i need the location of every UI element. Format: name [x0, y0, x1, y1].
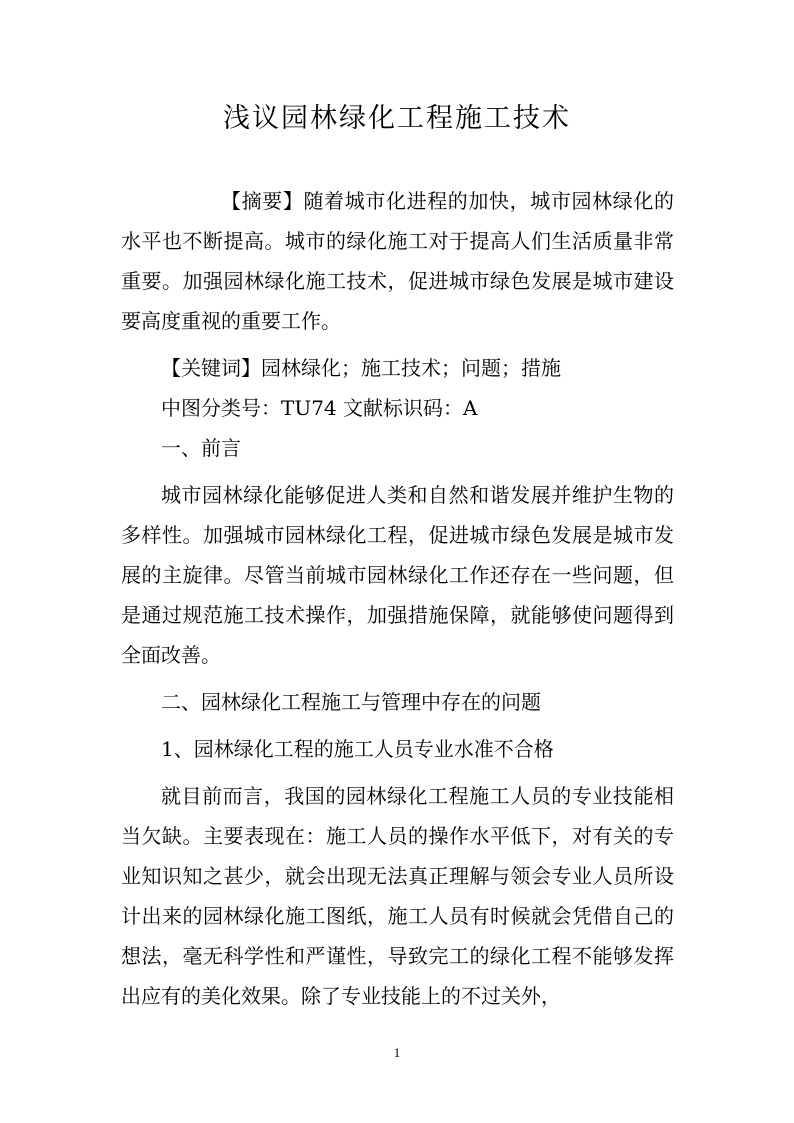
abstract-paragraph: 【摘要】随着城市化进程的加快，城市园林绿化的水平也不断提高。城市的绿化施工对于提高人们生活质量非常重要。加强园林绿化施工技术，促进城市绿色发展是城市建设要高度重视的重要工作。: [121, 189, 674, 333]
subsection-1-paragraph: 就目前而言，我国的园林绿化工程施工人员的专业技能相当欠缺。主要表现在：施工人员的操作水平低下，对有关的专业知识知之甚少，就会出现无法真正理解与领会专业人员所设计出来的园林绿化施工图纸，施工人员有时候就会凭借自己的想法，毫无科学性和严谨性，导致完工的绿化工程不能够发挥出应有的美化效果。除了专业技能上的不过关外，: [121, 784, 674, 1008]
document-title: 浅议园林绿化工程施工技术: [223, 103, 571, 134]
section-heading-2: 二、园林绿化工程施工与管理中存在的问题: [161, 690, 541, 714]
page-number: 1: [393, 1045, 401, 1060]
keywords-line: 【关键词】园林绿化；施工技术；问题；措施: [161, 356, 561, 380]
document-body: [121, 181, 674, 1016]
section-heading-1: 一、前言: [161, 436, 241, 460]
classification-line: 中图分类号：TU74 文献标识码：A: [161, 396, 478, 420]
section-1-paragraph: 城市园林绿化能够促进人类和自然和谐发展并维护生物的多样性。加强城市园林绿化工程，促进城市绿色发展是城市发展的主旋律。尽管当前城市园林绿化工作还存在一些问题，但是通过规范施工技术操作，加强措施保障，就能够使问题得到全面改善。: [121, 483, 674, 667]
subsection-heading-1: 1、园林绿化工程的施工人员专业水准不合格: [161, 737, 554, 761]
